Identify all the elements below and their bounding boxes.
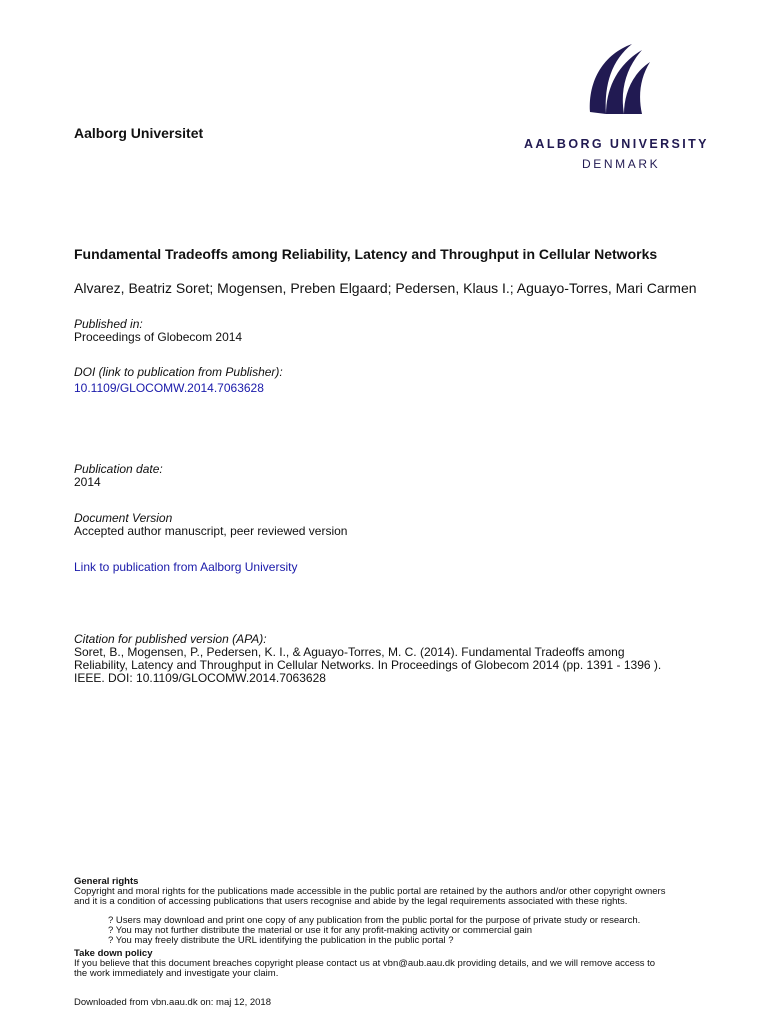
- publication-date-value: 2014: [74, 475, 101, 489]
- doi-link[interactable]: 10.1109/GLOCOMW.2014.7063628: [74, 381, 264, 395]
- document-version-value: Accepted author manuscript, peer reviewed version: [74, 524, 348, 538]
- published-in-label: Published in:: [74, 317, 143, 331]
- citation-label: Citation for published version (APA):: [74, 632, 267, 646]
- general-rights-text: and it is a condition of accessing publications that users recognise and abide by the legal requirements associated with these rights.: [74, 896, 628, 907]
- aau-wave-emblem-icon: [582, 40, 654, 118]
- logo-university-name: AALBORG UNIVERSITY: [524, 137, 709, 151]
- rights-bullet: ? You may not further distribute the material or use it for any profit-making activity or commercial gain: [108, 925, 532, 936]
- published-in-section: [74, 318, 242, 344]
- citation-line: IEEE. DOI: 10.1109/GLOCOMW.2014.7063628: [74, 671, 326, 685]
- doi-label: DOI (link to publication from Publisher):: [74, 365, 283, 379]
- citation-line: Soret, B., Mogensen, P., Pedersen, K. I., & Aguayo-Torres, M. C. (2014). Fundamental Tradeoffs among: [74, 645, 625, 659]
- rights-bullet: ? Users may download and print one copy of any publication from the public portal for the purpose of private study or research.: [108, 915, 641, 926]
- aau-publication-link[interactable]: Link to publication from Aalborg University: [74, 560, 298, 574]
- citation-line: Reliability, Latency and Throughput in Cellular Networks. In Proceedings of Globecom 2014 (pp. 1391 - 1396 ).: [74, 658, 662, 672]
- institution-name: Aalborg Universitet: [74, 125, 204, 141]
- citation-section: [74, 633, 734, 685]
- takedown-text: If you believe that this document breaches copyright please contact us at vbn@aub.aau.dk providing details, and we will remove access to: [74, 958, 656, 969]
- general-rights-section: [74, 877, 744, 946]
- rights-bullet: ? You may freely distribute the URL identifying the publication in the public portal ?: [108, 935, 454, 946]
- doi-section: [74, 366, 283, 397]
- document-version-section: [74, 512, 347, 538]
- takedown-text: the work immediately and investigate your claim.: [74, 968, 279, 979]
- takedown-heading: Take down policy: [74, 948, 153, 959]
- document-version-label: Document Version: [74, 511, 173, 525]
- takedown-section: [74, 949, 744, 979]
- downloaded-note: Downloaded from vbn.aau.dk on: maj 12, 2018: [74, 997, 271, 1008]
- published-in-value: Proceedings of Globecom 2014: [74, 330, 243, 344]
- publication-date-label: Publication date:: [74, 462, 163, 476]
- logo-country: DENMARK: [582, 157, 661, 171]
- general-rights-heading: General rights: [74, 876, 139, 887]
- paper-title: Fundamental Tradeoffs among Reliability, Latency and Throughput in Cellular Networks: [74, 246, 658, 262]
- general-rights-text: Copyright and moral rights for the publications made accessible in the public portal are retained by the authors and/or other copyright owners: [74, 886, 666, 897]
- paper-authors: Alvarez, Beatriz Soret; Mogensen, Preben Elgaard; Pedersen, Klaus I.; Aguayo-Torres, Mari Carmen: [74, 280, 697, 296]
- publication-date-section: [74, 463, 163, 489]
- aalborg-university-logo: [524, 40, 724, 175]
